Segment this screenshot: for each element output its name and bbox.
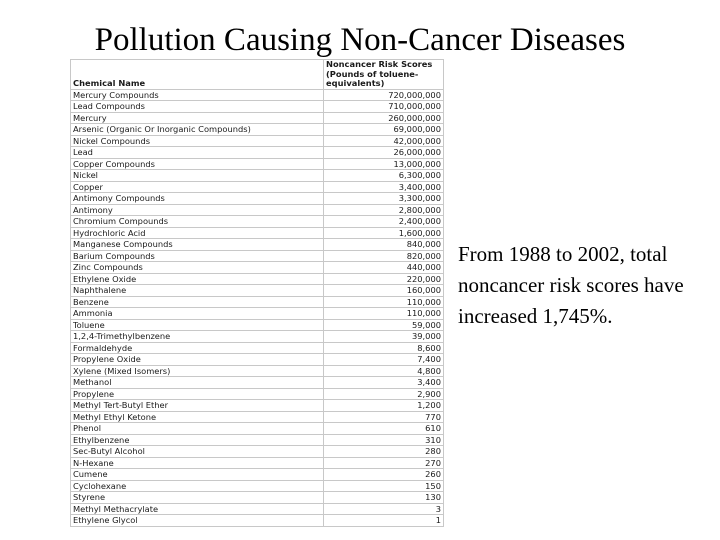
- table-body: [71, 89, 444, 526]
- risk-score-cell: 710,000,000: [324, 101, 444, 113]
- chemical-name-cell: Antimony: [71, 204, 324, 216]
- chemical-name-cell: Benzene: [71, 296, 324, 308]
- chemical-name-cell: Antimony Compounds: [71, 193, 324, 205]
- chemical-name-cell: Ethylene Glycol: [71, 515, 324, 527]
- chemical-name-cell: Propylene Oxide: [71, 354, 324, 366]
- risk-score-cell: 770: [324, 411, 444, 423]
- chemical-name-cell: Toluene: [71, 319, 324, 331]
- table-row: [71, 423, 444, 435]
- table-row: [71, 457, 444, 469]
- chemical-name-cell: Ethylene Oxide: [71, 273, 324, 285]
- chemical-name-cell: Methanol: [71, 377, 324, 389]
- risk-score-cell: 720,000,000: [324, 89, 444, 101]
- chemical-name-cell: Ethylbenzene: [71, 434, 324, 446]
- table-row: [71, 434, 444, 446]
- table-row: [71, 193, 444, 205]
- risk-score-cell: 26,000,000: [324, 147, 444, 159]
- risk-score-cell: 6,300,000: [324, 170, 444, 182]
- table-row: [71, 147, 444, 159]
- chemical-name-cell: 1,2,4-Trimethylbenzene: [71, 331, 324, 343]
- increase-note: From 1988 to 2002, total noncancer risk scores have increased 1,745%.: [458, 242, 684, 328]
- chemical-name-cell: Methyl Ethyl Ketone: [71, 411, 324, 423]
- chemical-name-cell: Sec-Butyl Alcohol: [71, 446, 324, 458]
- chemical-name-cell: Chromium Compounds: [71, 216, 324, 228]
- risk-score-table: [70, 59, 444, 527]
- risk-score-cell: 110,000: [324, 308, 444, 320]
- risk-score-cell: 13,000,000: [324, 158, 444, 170]
- chemical-name-cell: Styrene: [71, 492, 324, 504]
- risk-score-cell: 310: [324, 434, 444, 446]
- table-row: [71, 503, 444, 515]
- chemical-name-cell: Formaldehyde: [71, 342, 324, 354]
- risk-score-cell: 260,000,000: [324, 112, 444, 124]
- table-row: [71, 411, 444, 423]
- risk-score-cell: 260: [324, 469, 444, 481]
- table-row: [71, 388, 444, 400]
- chemical-name-cell: Nickel: [71, 170, 324, 182]
- risk-score-cell: 4,800: [324, 365, 444, 377]
- risk-score-cell: 440,000: [324, 262, 444, 274]
- risk-score-cell: 3: [324, 503, 444, 515]
- table-row: [71, 216, 444, 228]
- chemical-name-cell: Phenol: [71, 423, 324, 435]
- table-row: [71, 101, 444, 113]
- chemical-name-cell: Barium Compounds: [71, 250, 324, 262]
- risk-score-cell: 1,200: [324, 400, 444, 412]
- table-row: [71, 250, 444, 262]
- risk-score-cell: 220,000: [324, 273, 444, 285]
- table-row: [71, 331, 444, 343]
- risk-score-cell: 280: [324, 446, 444, 458]
- risk-score-cell: 3,300,000: [324, 193, 444, 205]
- chemical-name-cell: Zinc Compounds: [71, 262, 324, 274]
- table-row: [71, 158, 444, 170]
- risk-score-cell: 1: [324, 515, 444, 527]
- table-row: [71, 273, 444, 285]
- chemical-name-cell: Naphthalene: [71, 285, 324, 297]
- risk-score-cell: 3,400,000: [324, 181, 444, 193]
- risk-score-cell: 2,900: [324, 388, 444, 400]
- table-row: [71, 469, 444, 481]
- table-row: [71, 112, 444, 124]
- chemical-name-cell: Lead Compounds: [71, 101, 324, 113]
- chemical-name-cell: Copper Compounds: [71, 158, 324, 170]
- table-row: [71, 89, 444, 101]
- risk-score-cell: 130: [324, 492, 444, 504]
- table-row: [71, 239, 444, 251]
- risk-score-cell: 160,000: [324, 285, 444, 297]
- chemical-name-cell: Lead: [71, 147, 324, 159]
- risk-score-cell: 7,400: [324, 354, 444, 366]
- table-row: [71, 262, 444, 274]
- table-row: [71, 296, 444, 308]
- chemical-name-cell: N-Hexane: [71, 457, 324, 469]
- table-row: [71, 170, 444, 182]
- risk-score-cell: 110,000: [324, 296, 444, 308]
- chemical-name-cell: Ammonia: [71, 308, 324, 320]
- risk-score-header: Noncancer Risk Scores (Pounds of toluene-equivalents): [324, 60, 444, 90]
- table-row: [71, 492, 444, 504]
- risk-score-cell: 59,000: [324, 319, 444, 331]
- chemical-name-cell: Methyl Tert-Butyl Ether: [71, 400, 324, 412]
- risk-score-cell: 1,600,000: [324, 227, 444, 239]
- chemical-name-cell: Hydrochloric Acid: [71, 227, 324, 239]
- risk-score-cell: 42,000,000: [324, 135, 444, 147]
- chemical-name-cell: Mercury Compounds: [71, 89, 324, 101]
- risk-score-cell: 820,000: [324, 250, 444, 262]
- chemical-name-cell: Mercury: [71, 112, 324, 124]
- table-row: [71, 365, 444, 377]
- chemical-name-cell: Cyclohexane: [71, 480, 324, 492]
- table-row: [71, 354, 444, 366]
- chemical-name-cell: Xylene (Mixed Isomers): [71, 365, 324, 377]
- table-row: [71, 446, 444, 458]
- risk-score-cell: 69,000,000: [324, 124, 444, 136]
- table-row: [71, 480, 444, 492]
- chemical-name-cell: Copper: [71, 181, 324, 193]
- chemical-name-cell: Methyl Methacrylate: [71, 503, 324, 515]
- table-row: [71, 204, 444, 216]
- chemical-name-cell: Nickel Compounds: [71, 135, 324, 147]
- table-row: [71, 342, 444, 354]
- chemical-name-header: Chemical Name: [71, 60, 324, 90]
- risk-score-cell: 3,400: [324, 377, 444, 389]
- risk-score-cell: 2,400,000: [324, 216, 444, 228]
- table-row: [71, 400, 444, 412]
- risk-score-cell: 840,000: [324, 239, 444, 251]
- risk-score-cell: 270: [324, 457, 444, 469]
- chemical-name-cell: Arsenic (Organic Or Inorganic Compounds): [71, 124, 324, 136]
- risk-score-cell: 39,000: [324, 331, 444, 343]
- table-row: [71, 319, 444, 331]
- table-row: [71, 135, 444, 147]
- risk-score-cell: 2,800,000: [324, 204, 444, 216]
- chemical-name-cell: Manganese Compounds: [71, 239, 324, 251]
- slide-title: Pollution Causing Non-Cancer Diseases: [94, 22, 626, 58]
- risk-score-cell: 610: [324, 423, 444, 435]
- chemical-name-cell: Cumene: [71, 469, 324, 481]
- table-row: [71, 515, 444, 527]
- table-row: [71, 181, 444, 193]
- risk-score-cell: 150: [324, 480, 444, 492]
- table-row: [71, 227, 444, 239]
- risk-score-cell: 8,600: [324, 342, 444, 354]
- table-row: [71, 377, 444, 389]
- chemical-name-cell: Propylene: [71, 388, 324, 400]
- table-row: [71, 308, 444, 320]
- table-row: [71, 124, 444, 136]
- table-row: [71, 285, 444, 297]
